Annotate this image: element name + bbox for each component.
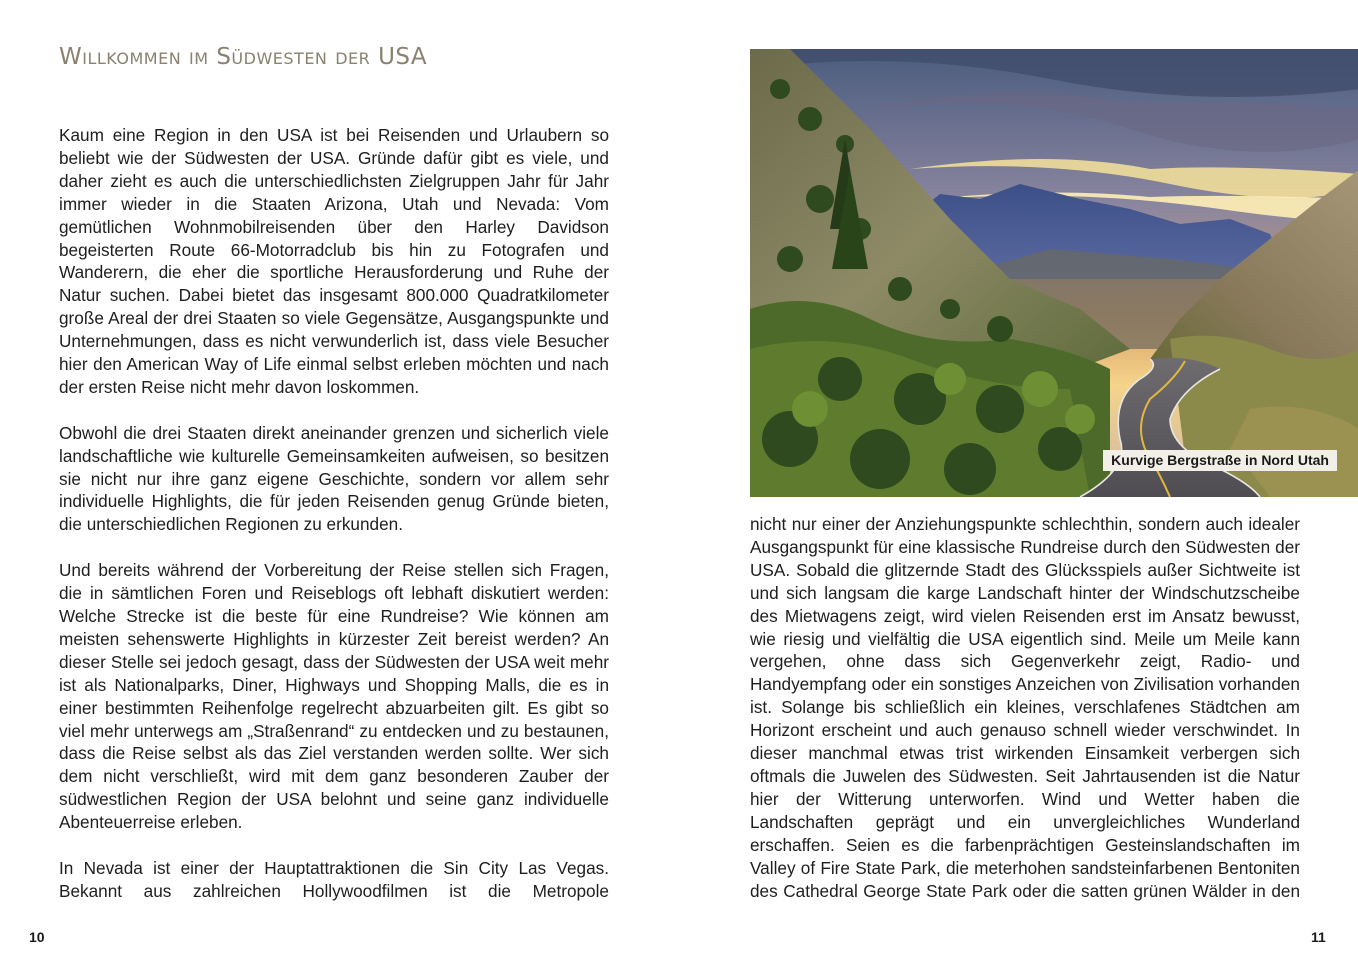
mountain-road-photo — [750, 49, 1358, 497]
left-paragraph-3: Und bereits während der Vorbereitung der Reise stellen sich Fragen, die in sämtlichen Foren und Reiseblogs oft lebhaft diskutiert werden: Welche Strecke ist die beste für eine Rundreise? Wie können am meisten sehenswerte Highlights in kürzester Zeit bereist werden? An dieser Stelle sei jedoch gesagt, dass der Südwesten der USA weit mehr ist als Nationalparks, Diner, Highways und Shopping Malls, die es in einer bestimmten Reihenfolge regelrecht abzuarbeiten gilt. Es gibt so viel mehr unterwegs am „Straßenrand“ zu entdecken und zu bestaunen, dass die Reise selbst als das Ziel verstanden werden sollte. Wer sich dem nicht verschließt, wird mit dem ganz besonderen Zauber der südwestlichen Region der USA belohnt und seine ganz individuelle Abenteuerreise erleben. — [59, 560, 609, 833]
photo-caption: Kurvige Bergstraße in Nord Utah — [1103, 450, 1337, 471]
left-paragraph-4: In Nevada ist einer der Hauptattraktionen die Sin City Las Vegas. Bekannt aus zahlreichen Hollywoodfilmen ist die Metropole — [59, 857, 609, 901]
right-body-text — [750, 513, 1300, 902]
left-body-text — [59, 124, 609, 903]
left-paragraph-1: Kaum eine Region in den USA ist bei Reisenden und Urlaubern so beliebt wie der Südwesten der USA. Gründe dafür gibt es viele, und daher zieht es auch die unterschiedlichsten Zielgruppen Jahr für Jahr immer wieder in die Staaten Arizona, Utah und Nevada: Vom gemütlichen Wohnmobilreisenden über den Harley Davidson begeisterten Route 66-Motorradclub bis hin zu Fotografen und Wanderern, die eher die sportliche Herausforderung und Ruhe der Natur suchen. Dabei bietet das insgesamt 800.000 Quadratkilometer große Areal der drei Staaten so viele Gegensätze, Ausgangspunkte und Unternehmungen, dass es nicht verwunderlich ist, dass viele Besucher hier den American Way of Life einmal selbst erleben möchten und nach der ersten Reise nicht mehr davon loskommen. — [59, 125, 609, 397]
right-paragraph-1: nicht nur einer der Anziehungspunkte schlechthin, sondern auch idealer Ausgangspunkt für eine klassische Rundreise durch den Südwesten der USA. Sobald die glitzernde Stadt des Glücksspiels außer Sichtweite ist und sich langsam die karge Landschaft hinter der Windschutzscheibe des Mietwagens zeigt, wird vielen Reisenden erst im Ansatz bewusst, wie riesig und vielfältig die USA eigentlich sind. Meile um Meile kann vergehen, ohne dass sich Gegenverkehr zeigt, Radio- und Handyempfang oder ein sonstiges Anzeichen von Zivilisation vorhanden ist. Solange bis schließlich ein kleines, verschlafenes Städtchen am Horizont erscheint und auch genauso schnell wieder verschwindet. In dieser manchmal etwas trist wirkenden Einsamkeit verbergen sich oftmals die Juwelen des Südwesten. Seit Jahrtausenden ist die Natur hier der Witterung unterworfen. Wind und Wetter haben die Landschaften geprägt und ein unvergleichliches Wunderland erschaffen. Seien es die farbenprächtigen Gesteinslandschaften im Valley of Fire State Park, die meterhohen sandsteinfarbenen Bentoniten des Cathedral George State Park oder die satten grünen Wälder in den — [750, 514, 1300, 901]
right-page — [679, 0, 1358, 974]
page-number-right: 11 — [1311, 929, 1326, 945]
landscape-illustration — [750, 49, 1358, 497]
page-number-left: 10 — [29, 929, 45, 945]
chapter-title: Willkommen im Südwesten der USA — [59, 44, 428, 70]
left-paragraph-2: Obwohl die drei Staaten direkt aneinander grenzen und sicherlich viele landschaftliche wie kulturelle Gemeinsamkeiten aufweisen, so besitzen sie nicht nur ihre ganz eigene Geschichte, sondern vor allem sehr individuelle Highlights, die für jeden Reisenden genug Gründe bieten, die unterschiedlichen Regionen zu erkunden. — [59, 422, 609, 535]
